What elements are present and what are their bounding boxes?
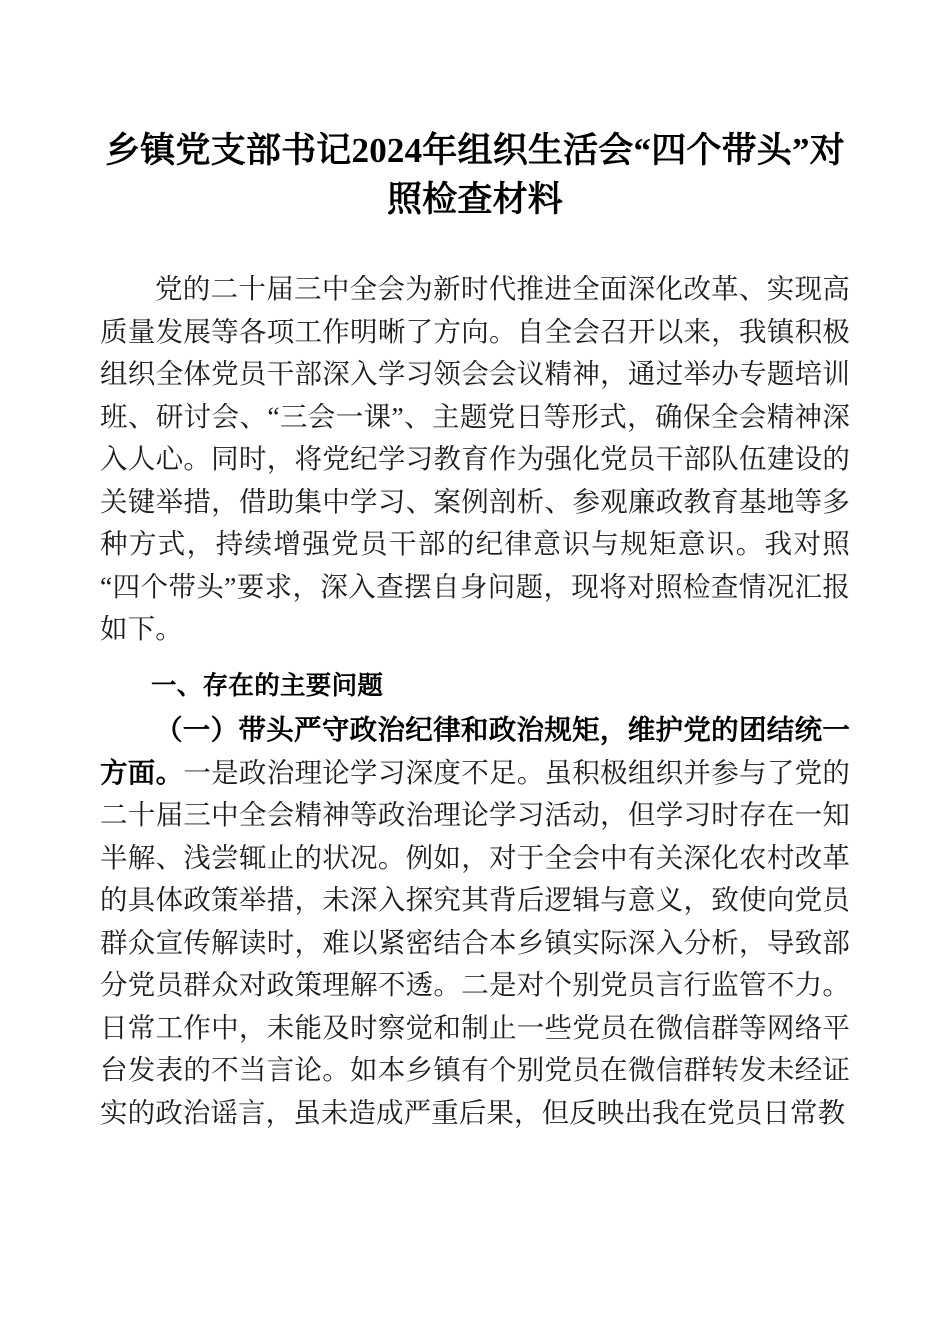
paragraph-spacer: [100, 651, 850, 657]
page-title: 乡镇党支部书记2024年组织生活会“四个带头”对照检查材料: [105, 131, 845, 219]
subsection-one-body: 一是政治理论学习深度不足。虽积极组织并参与了党的二十届三中全会精神等政治理论学习活动，但学习时存在一知半解、浅尝辄止的状况。例如，对于全会中有关深化农村改革的具体政策举措，未深入探究其背后逻辑与意义，致使向党员群众宣传解读时，难以紧密结合本乡镇实际深入分析，导致部分党员群众对政策理解不透。二是对个别党员言行监管不力。日常工作中，未能及时察觉和制止一些党员在微信群等网络平台发表的不当言论。如本乡镇有个别党员在微信群转发未经证实的政治谣言，虽未造成严重后果，但反映出我在党员日常教: [100, 756, 850, 1128]
section-heading-main-problems: 一、存在的主要问题: [151, 671, 384, 700]
subsection-one-lead: （一）带头严守政治纪律和政治规矩，维护党的团结统一方面。: [100, 714, 850, 788]
subsection-one: [100, 709, 850, 1134]
intro-paragraph: 党的二十届三中全会为新时代推进全面深化改革、实现高质量发展等各项工作明晰了方向。自全会召开以来，我镇积极组织全体党员干部深入学习领会会议精神，通过举办专题培训班、研讨会、“三会一课”、主题党日等形式，确保全会精神深入人心。同时，将党纪学习教育作为强化党员干部队伍建设的关键举措，借助集中学习、案例剖析、参观廉政教育基地等多种方式，持续增强党员干部的纪律意识与规矩意识。我对照“四个带头”要求，深入查摆自身问题，现将对照检查情况汇报如下。: [100, 273, 850, 644]
document-body: [100, 268, 850, 1134]
